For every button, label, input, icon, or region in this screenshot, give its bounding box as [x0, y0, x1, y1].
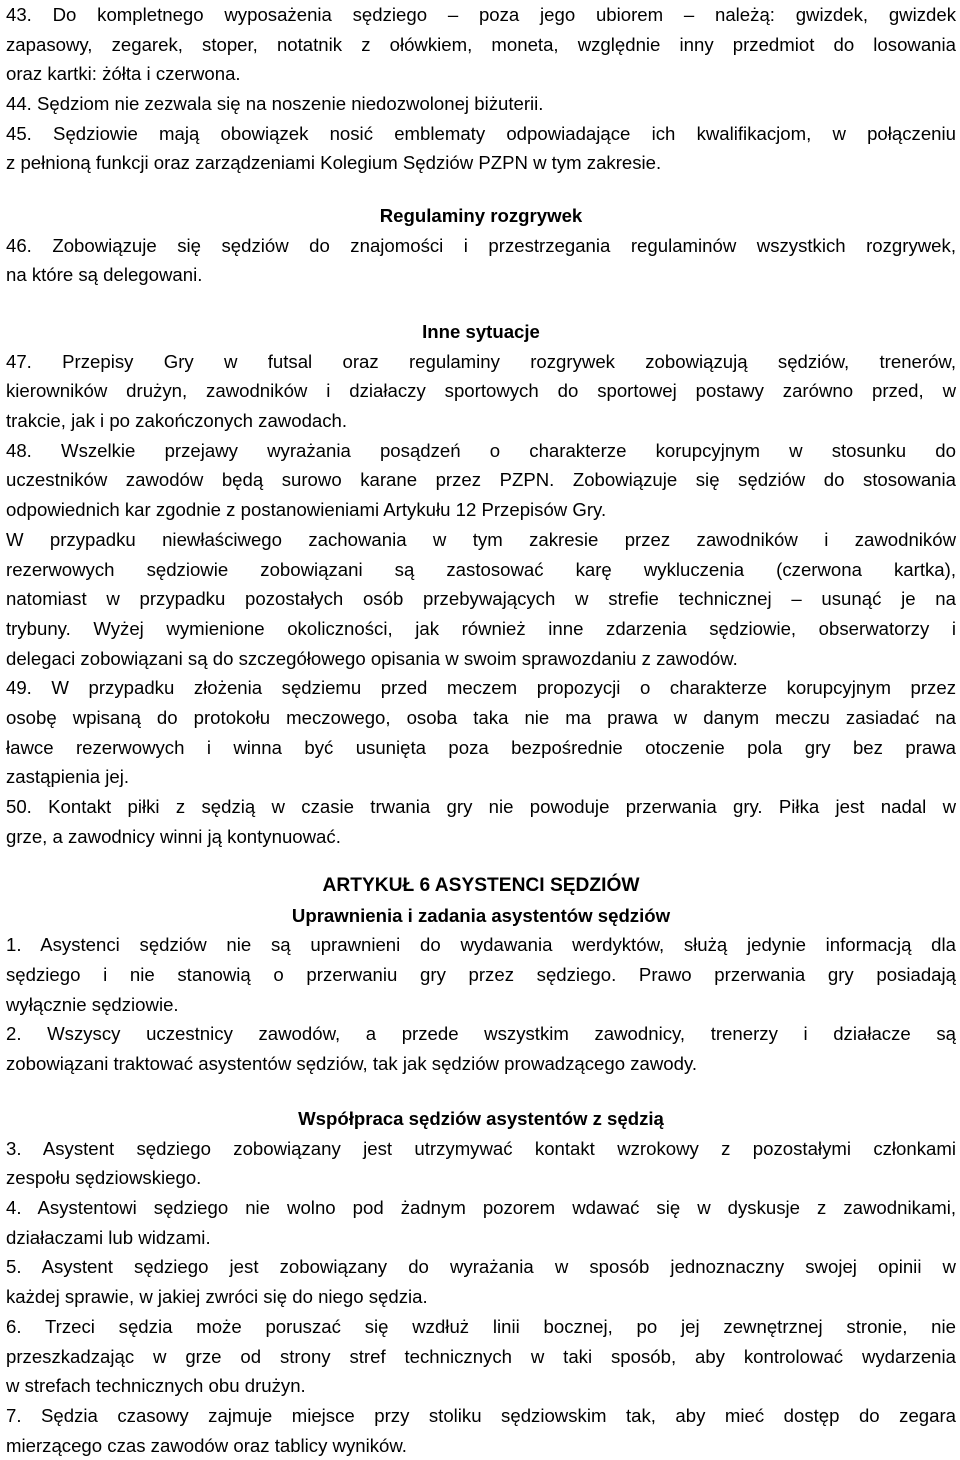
- section-heading: ARTYKUŁ 6 ASYSTENCI SĘDZIÓW: [322, 875, 640, 896]
- text-line: mierzącego czas zawodów oraz tablicy wyników.: [6, 1434, 407, 1456]
- text-line: 45. Sędziowie mają obowiązek nosić emblematy odpowiadające ich kwalifikacjom, w połączeniu: [6, 122, 956, 144]
- text-line: zastąpienia jej.: [6, 766, 130, 788]
- text-line: odpowiednich kar zgodnie z postanowieniami Artykułu 12 Przepisów Gry.: [6, 499, 607, 521]
- text-line: 46. Zobowiązuje się sędziów do znajomości i przestrzegania regulaminów wszystkich rozgrywek,: [6, 234, 956, 256]
- text-line: wyłącznie sędziowie.: [6, 993, 179, 1015]
- text-line: 4. Asystentowi sędziego nie wolno pod żadnym pozorem wdawać się w dyskusje z zawodnikami,: [6, 1197, 956, 1219]
- section-subheading: Uprawnienia i zadania asystentów sędziów: [291, 904, 671, 926]
- text-line: trakcie, jak i po zakończonych zawodach.: [6, 410, 348, 432]
- section-other-situations: [6, 317, 956, 851]
- text-line: 49. W przypadku złożenia sędziemu przed meczem propozycji o charakterze korupcyjnym przez: [6, 677, 956, 699]
- text-line: 44. Sędziom nie zezwala się na noszenie niedozwolonej biżuterii.: [6, 93, 544, 115]
- text-line: ławce rezerwowych i winna być usunięta poza bezpośrednie otoczenie pola gry bez prawa: [6, 736, 956, 758]
- text-line: 50. Kontakt piłki z sędzią w czasie trwania gry nie powoduje przerwania gry. Piłka jest nadal w: [6, 796, 956, 817]
- text-line: 43. Do kompletnego wyposażenia sędziego – poza jego ubiorem – należą: gwizdek, gwizdek: [6, 4, 956, 25]
- text-line: kierowników drużyn, zawodników i działaczy sportowych do sportowej postawy zarówno przed, w: [6, 380, 956, 402]
- text-line: trybuny. Wyżej wymienione okoliczności, jak również inne zdarzenia sędziowie, obserwatorzy i: [6, 617, 956, 639]
- text-line: uczestników zawodów będą surowo karane przez PZPN. Zobowiązuje się sędziów do stosowania: [6, 469, 956, 491]
- section-heading: Regulaminy rozgrywek: [379, 205, 583, 226]
- text-line: oraz kartki: żółta i czerwona.: [6, 63, 241, 85]
- text-line: 5. Asystent sędziego jest zobowiązany do wyrażania w sposób jednoznaczny swojej opinii w: [6, 1256, 956, 1278]
- text-line: 7. Sędzia czasowy zajmuje miejsce przy stoliku sędziowskim tak, aby mieć dostęp do zegara: [6, 1404, 956, 1426]
- section-equipment: [6, 0, 956, 178]
- text-line: 2. Wszyscy uczestnicy zawodów, a przede wszystkim zawodnicy, trenerzy i działacze są: [6, 1023, 956, 1045]
- text-line: rezerwowych sędziowie zobowiązani są zastosować karę wykluczenia (czerwona kartka),: [6, 558, 956, 580]
- text-line: na które są delegowani.: [6, 264, 203, 286]
- text-line: 6. Trzeci sędzia może poruszać się wzdłuż linii bocznej, po jej zewnętrznej stronie, nie: [6, 1315, 956, 1337]
- text-line: 1. Asystenci sędziów nie są uprawnieni do wydawania werdyktów, służą jedynie informacją dla: [6, 934, 956, 956]
- text-line: W przypadku niewłaściwego zachowania w tym zakresie przez zawodników i zawodników: [6, 528, 956, 550]
- text-line: natomiast w przypadku pozostałych osób przebywających w strefie technicznej – usunąć je na: [6, 588, 956, 610]
- text-line: w strefach technicznych obu drużyn.: [6, 1375, 306, 1397]
- text-line: każdej sprawie, w jakiej zwróci się do niego sędzia.: [6, 1286, 428, 1308]
- section-article-6: [6, 871, 956, 1079]
- text-line: zobowiązani traktować asystentów sędziów, tak jak sędziów prowadzącego zawody.: [6, 1053, 698, 1075]
- section-heading: Inne sytuacje: [422, 321, 540, 342]
- section-cooperation: [6, 1104, 956, 1460]
- section-competition-rules: [6, 201, 956, 290]
- text-line: 47. Przepisy Gry w futsal oraz regulaminy rozgrywek zobowiązują sędziów, trenerów,: [6, 350, 956, 372]
- text-line: delegaci zobowiązani są do szczegółowego opisania w swoim sprawozdaniu z zawodów.: [6, 647, 738, 669]
- text-line: zespołu sędziowskiego.: [6, 1167, 202, 1189]
- section-heading: Współpraca sędziów asystentów z sędzią: [298, 1108, 664, 1129]
- text-line: przeszkadzając w grze od strony stref technicznych w taki sposób, aby kontrolować wydarzenia: [6, 1345, 956, 1367]
- text-line: zapasowy, zegarek, stoper, notatnik z ołówkiem, moneta, względnie inny przedmiot do losowania: [6, 33, 956, 55]
- text-line: działaczami lub widzami.: [6, 1226, 211, 1248]
- text-line: 3. Asystent sędziego zobowiązany jest utrzymywać kontakt wzrokowy z pozostałymi członkami: [6, 1137, 956, 1159]
- text-line: sędziego i nie stanowią o przerwaniu gry przez sędziego. Prawo przerwania gry posiadają: [6, 964, 956, 986]
- text-line: grze, a zawodnicy winni ją kontynuować.: [6, 825, 341, 847]
- text-line: z pełnioną funkcji oraz zarządzeniami Kolegium Sędziów PZPN w tym zakresie.: [6, 152, 662, 174]
- text-line: osobę wpisaną do protokołu meczowego, osoba taka nie ma prawa w danym meczu zasiadać na: [6, 706, 956, 728]
- text-line: 48. Wszelkie przejawy wyrażania posądzeń o charakterze korupcyjnym w stosunku do: [6, 439, 956, 461]
